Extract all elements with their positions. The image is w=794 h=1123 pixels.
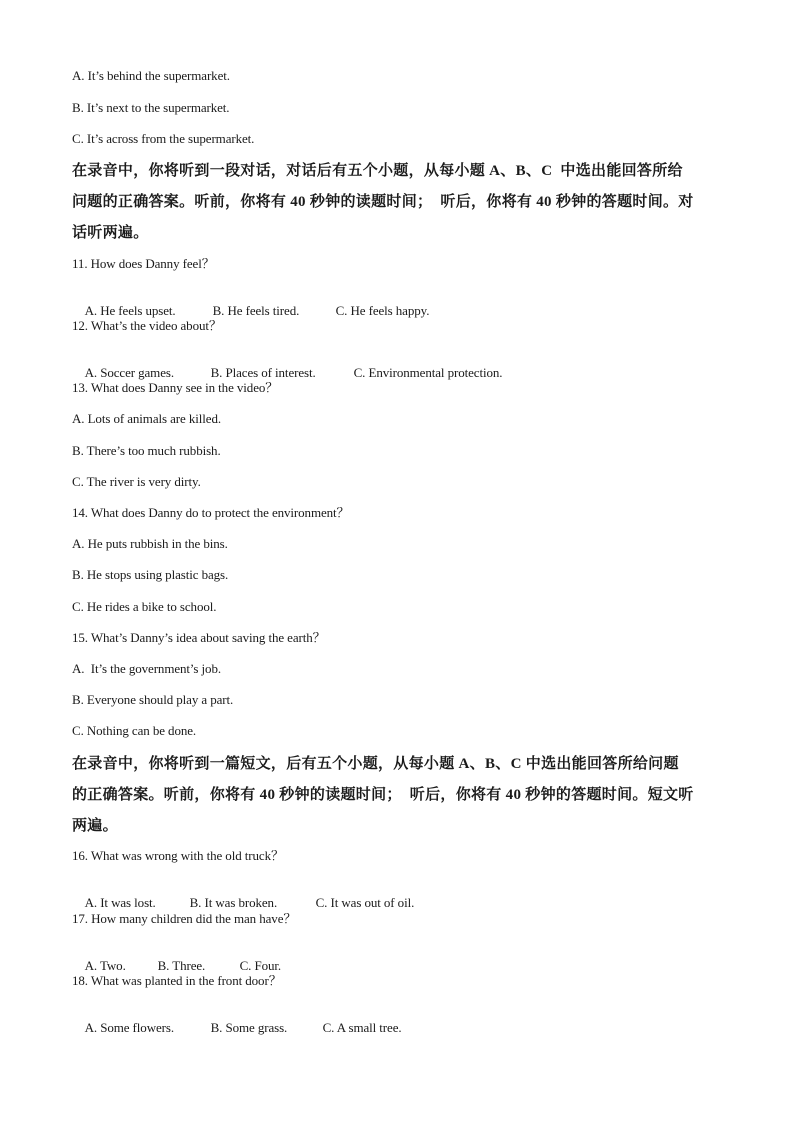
q16-option-a: A. It was lost. <box>84 895 156 910</box>
q12-option-b: B. Places of interest. <box>210 365 316 380</box>
q10-option-c: C. It’s across from the supermarket. <box>72 131 255 146</box>
q17-option-a: A. Two. <box>84 958 126 973</box>
q10-option-b: B. It’s next to the supermarket. <box>72 100 230 115</box>
q17-option-b: B. Three. <box>157 958 206 973</box>
q15-option-a: A. It’s the government’s job. <box>72 661 222 676</box>
section3-instruction-line3: 两遍。 <box>72 818 118 834</box>
q17-question: 17. How many children did the man have？ <box>72 911 297 926</box>
q13-question: 13. What does Danny see in the video？ <box>72 380 279 395</box>
section2-instruction-line2: 问题的正确答案。听前，你将有 40 秒钟的读题时间； 听后，你将有 40 秒钟的答题时间。对 <box>72 194 694 210</box>
q12-question: 12. What’s the video about？ <box>72 318 222 333</box>
section2-instruction-line3: 话听两遍。 <box>72 225 149 241</box>
q16-option-c: C. It was out of oil. <box>315 895 415 910</box>
q11-option-b: B. He feels tired. <box>212 303 300 318</box>
q13-option-a: A. Lots of animals are killed. <box>72 411 221 426</box>
q11-option-c: C. He feels happy. <box>335 303 430 318</box>
q14-option-a: A. He puts rubbish in the bins. <box>72 536 228 551</box>
q15-question: 15. What’s Danny’s idea about saving the earth？ <box>72 630 326 645</box>
q18-option-c: C. A small tree. <box>322 1020 402 1035</box>
q12-option-c: C. Environmental protection. <box>353 365 503 380</box>
q14-option-b: B. He stops using plastic bags. <box>72 567 229 582</box>
q13-option-c: C. The river is very dirty. <box>72 474 201 489</box>
q14-option-c: C. He rides a bike to school. <box>72 599 217 614</box>
q12-option-a: A. Soccer games. <box>84 365 174 380</box>
q13-option-b: B. There’s too much rubbish. <box>72 443 221 458</box>
q18-option-b: B. Some grass. <box>210 1020 288 1035</box>
section3-instruction-line2: 的正确答案。听前，你将有 40 秒钟的读题时间； 听后，你将有 40 秒钟的答题时间。短文听 <box>72 787 694 803</box>
q18-options <box>72 1004 402 1052</box>
q18-question: 18. What was planted in the front door？ <box>72 973 282 988</box>
q16-question: 16. What was wrong with the old truck？ <box>72 848 284 863</box>
q16-option-b: B. It was broken. <box>189 895 278 910</box>
q18-option-a: A. Some flowers. <box>84 1020 174 1035</box>
q15-option-c: C. Nothing can be done. <box>72 723 197 738</box>
q15-option-b: B. Everyone should play a part. <box>72 692 234 707</box>
q17-option-c: C. Four. <box>239 958 282 973</box>
section2-instruction-line1: 在录音中，你将听到一段对话，对话后有五个小题，从每小题 A、B、C 中选出能回答所给 <box>72 163 683 179</box>
q11-option-a: A. He feels upset. <box>84 303 176 318</box>
q10-option-a: A. It’s behind the supermarket. <box>72 68 230 83</box>
q11-question: 11. How does Danny feel？ <box>72 256 215 271</box>
q14-question: 14. What does Danny do to protect the environment？ <box>72 505 350 520</box>
section3-instruction-line1: 在录音中，你将听到一篇短文，后有五个小题，从每小题 A、B、C 中选出能回答所给问题 <box>72 756 679 772</box>
